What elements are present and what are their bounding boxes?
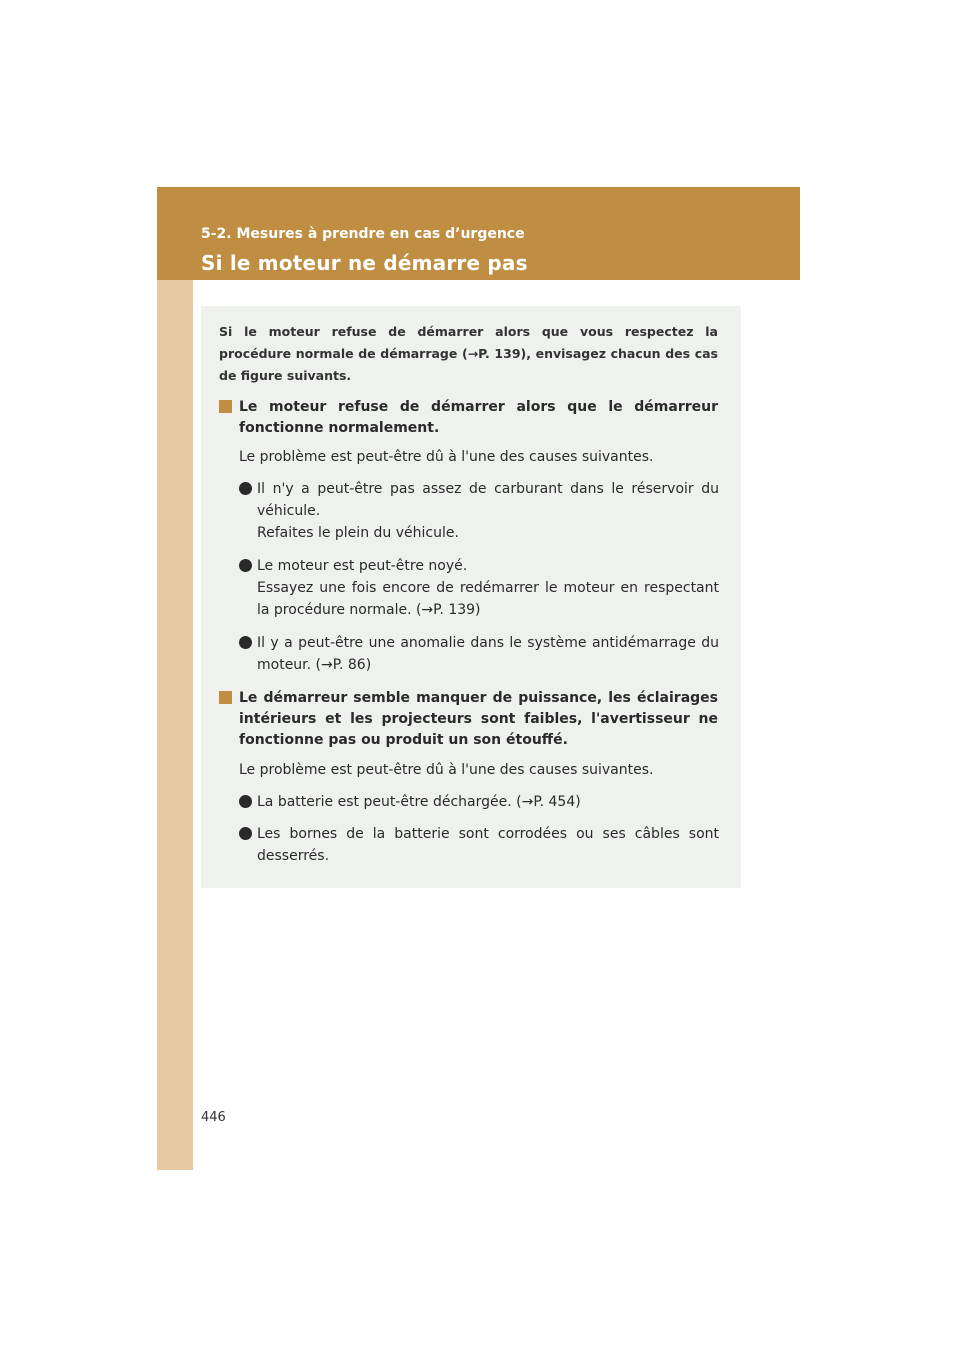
list-item-text: Le moteur est peut-être noyé. (257, 558, 468, 574)
page-number: 446 (201, 1110, 226, 1125)
case-heading-text: Le démarreur semble manquer de puissance, les éclairages intérieurs et les projecteurs sont faibles, l'avertisseur ne fonctionne pas ou produit un son étouffé. (239, 690, 718, 748)
square-bullet-icon (219, 691, 232, 704)
page-title: Si le moteur ne démarre pas (201, 251, 528, 275)
bullet-dot-icon (239, 482, 252, 495)
cause-intro: Le problème est peut-être dû à l'une des causes suivantes. (239, 762, 654, 778)
intro-text: Si le moteur refuse de démarrer alors que vous respectez la procédure normale de démarrage (→P. 139), envisagez chacun des cas de figure suivants. (219, 324, 718, 383)
list-item-subtext: Essayez une fois encore de redémarrer le moteur en respectant la procédure normale. (→P. 139) (257, 580, 719, 618)
list-item (239, 478, 719, 544)
case-heading-2 (219, 688, 718, 751)
list-item-subtext: Refaites le plein du véhicule. (257, 525, 459, 541)
bullet-dot-icon (239, 827, 252, 840)
list-item (239, 555, 719, 621)
case-heading-text: Le moteur refuse de démarrer alors que le démarreur fonctionne normalement. (239, 399, 718, 436)
list-item-text: Les bornes de la batterie sont corrodées ou ses câbles sont desserrés. (257, 826, 719, 864)
list-item (239, 632, 719, 676)
bullet-dot-icon (239, 636, 252, 649)
case-heading-1 (219, 397, 718, 439)
square-bullet-icon (219, 400, 232, 413)
left-margin-strip (157, 187, 193, 1170)
cause-intro: Le problème est peut-être dû à l'une des causes suivantes. (239, 449, 654, 465)
list-item (239, 791, 719, 813)
bullet-dot-icon (239, 559, 252, 572)
bullet-dot-icon (239, 795, 252, 808)
list-item-text: La batterie est peut-être déchargée. (→P. 454) (257, 794, 581, 810)
list-item-text: Il n'y a peut-être pas assez de carburant dans le réservoir du véhicule. (257, 481, 719, 519)
list-item (239, 823, 719, 867)
section-label: 5-2. Mesures à prendre en cas d’urgence (201, 226, 525, 242)
list-item-text: Il y a peut-être une anomalie dans le système antidémarrage du moteur. (→P. 86) (257, 635, 719, 673)
